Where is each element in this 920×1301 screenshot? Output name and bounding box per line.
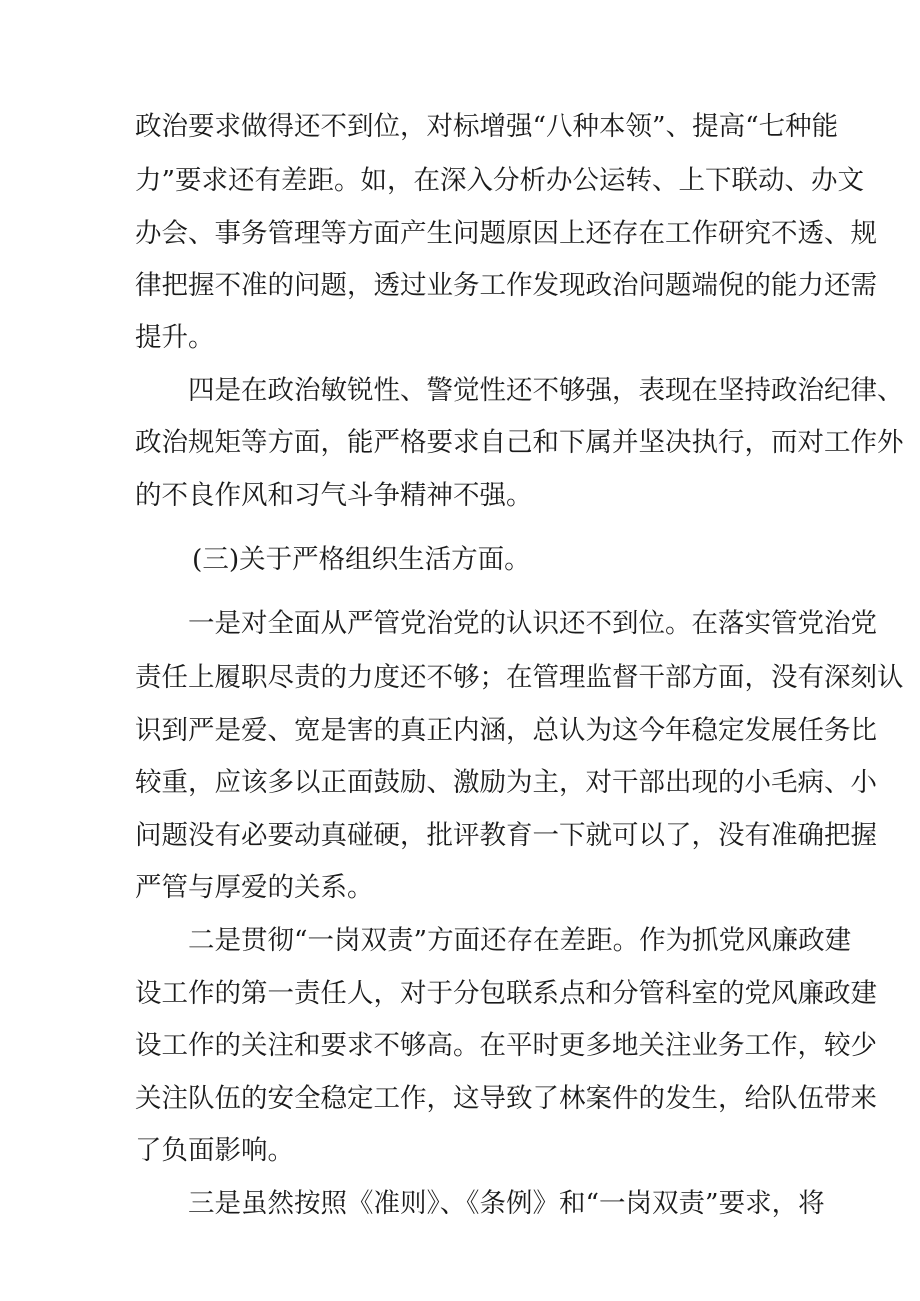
paragraph-start-line: 二是贯彻“一岗双责”方面还存在差距。作为抓党风廉政建 bbox=[188, 925, 852, 956]
text-line: 了负面影响。 bbox=[135, 1135, 294, 1166]
section-heading: (三)关于严格组织生活方面。 bbox=[192, 544, 531, 575]
paragraph-start-line: 四是在政治敏锐性、警觉性还不够强，表现在坚持政治纪律、 bbox=[188, 375, 904, 406]
text-line: 提升。 bbox=[135, 322, 215, 353]
text-line: 力”要求还有差距。如，在深入分析办公运转、上下联动、办文 bbox=[135, 165, 865, 196]
text-line: 问题没有必要动真碰硬，批评教育一下就可以了，没有准确把握 bbox=[135, 820, 877, 851]
text-line: 识到严是爱、宽是害的真正内涵，总认为这今年稳定发展任务比 bbox=[135, 715, 877, 746]
text-line: 的不良作风和习气斗争精神不强。 bbox=[135, 480, 533, 511]
text-line: 设工作的第一责任人，对于分包联系点和分管科室的党风廉政建 bbox=[135, 978, 877, 1009]
text-line: 设工作的关注和要求不够高。在平时更多地关注业务工作，较少 bbox=[135, 1030, 877, 1061]
text-line: 较重，应该多以正面鼓励、激励为主，对干部出现的小毛病、小 bbox=[135, 767, 877, 798]
paragraph-start-line: 三是虽然按照《准则》、《条例》和“一岗双责”要求，将 bbox=[188, 1188, 825, 1219]
text-line: 关注队伍的安全稳定工作，这导致了林案件的发生，给队伍带来 bbox=[135, 1083, 877, 1114]
text-line: 责任上履职尽责的力度还不够；在管理监督干部方面，没有深刻认 bbox=[135, 662, 904, 693]
text-line: 政治规矩等方面，能严格要求自己和下属并坚决执行，而对工作外 bbox=[135, 427, 904, 458]
text-line: 办会、事务管理等方面产生问题原因上还存在工作研究不透、规 bbox=[135, 218, 877, 249]
paragraph-start-line: 一是对全面从严管党治党的认识还不到位。在落实管党治党 bbox=[188, 608, 877, 639]
text-line: 律把握不准的问题，透过业务工作发现政治问题端倪的能力还需 bbox=[135, 270, 877, 301]
text-line: 严管与厚爱的关系。 bbox=[135, 872, 374, 903]
text-line: 政治要求做得还不到位，对标增强“八种本领”、提高“七种能 bbox=[135, 111, 839, 142]
